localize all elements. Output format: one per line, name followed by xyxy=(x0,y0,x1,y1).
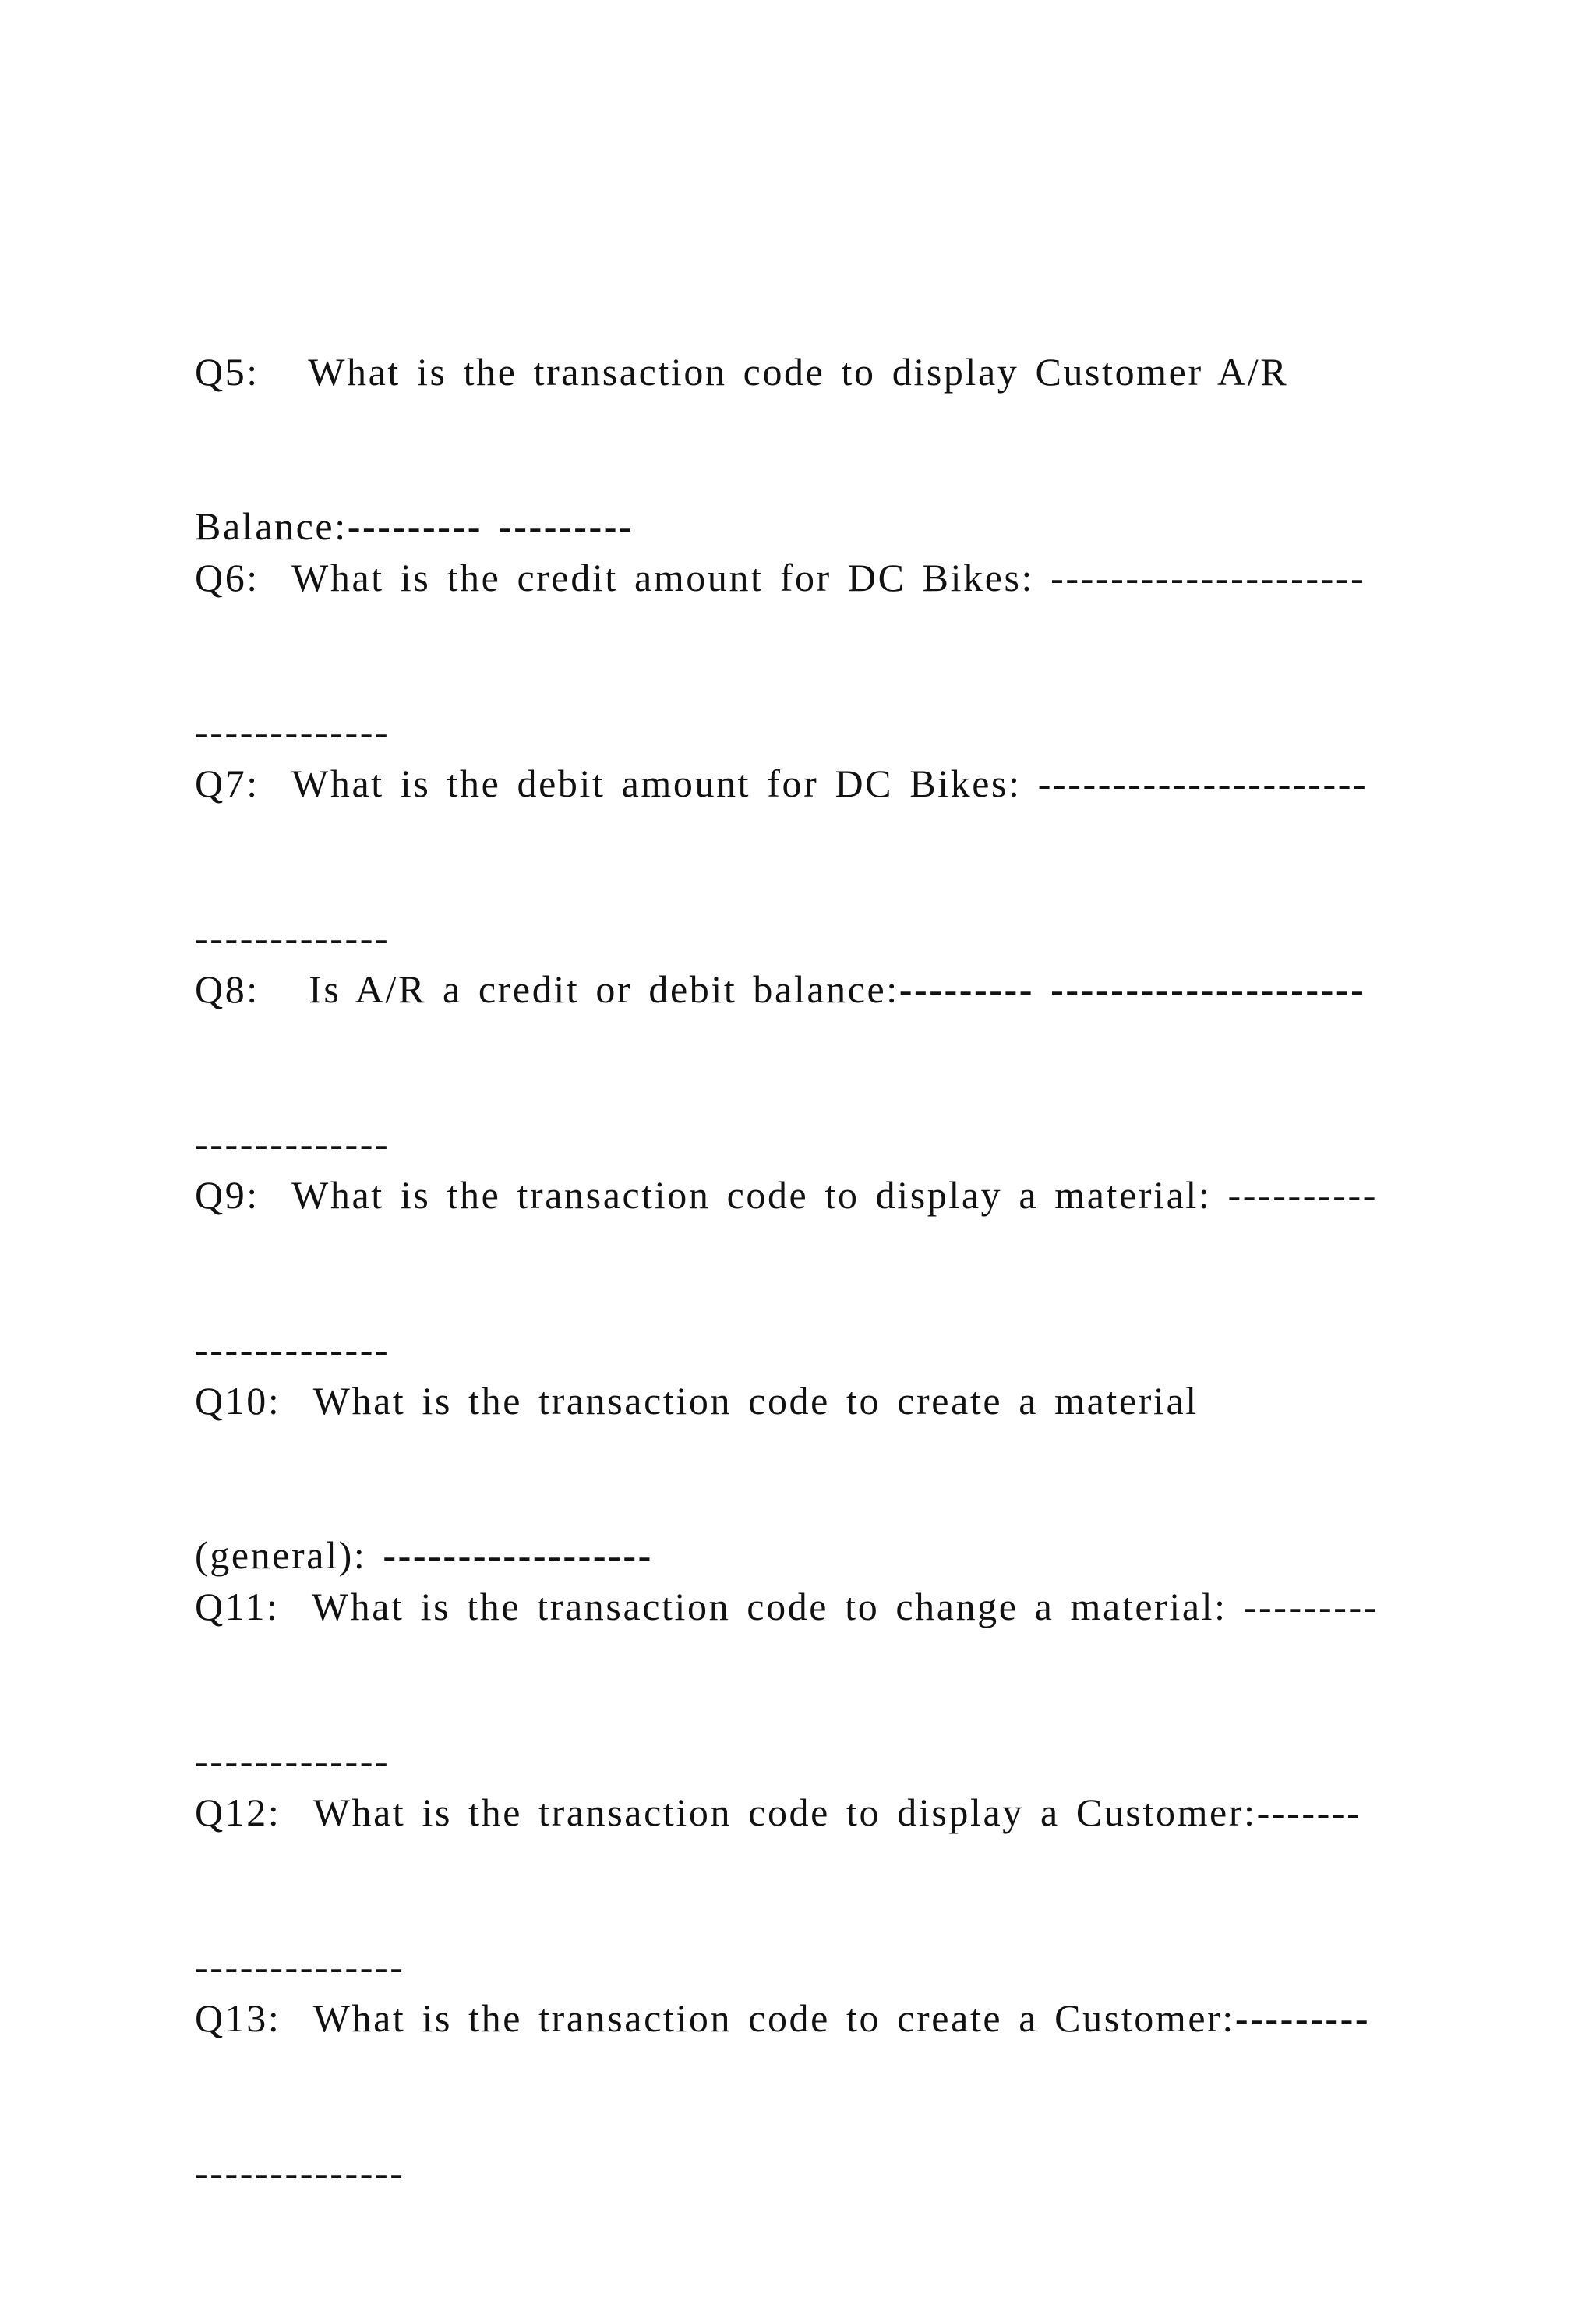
question-line: Q8: Is A/R a credit or debit balance:--------- --------------------- xyxy=(195,967,1366,1011)
answer-blank-line: (general): ------------------ xyxy=(195,1533,653,1577)
answer-blank-line: -------------- xyxy=(195,1945,405,1988)
question-line: Q9: What is the transaction code to display a material: ---------- xyxy=(195,1173,1378,1217)
answer-blank-line: ------------- xyxy=(195,1122,390,1165)
question-line: Q5: What is the transaction code to display Customer A/R xyxy=(195,350,1289,394)
answer-blank-line: ------------- xyxy=(195,1739,390,1783)
answer-blank-line: -------------- xyxy=(195,2151,405,2194)
answer-blank-line: ------------- xyxy=(195,710,390,754)
answer-blank-line: ------------- xyxy=(195,1327,390,1371)
question-line: Q7: What is the debit amount for DC Bikes: ---------------------- xyxy=(195,762,1368,805)
question-line: Q11: What is the transaction code to change a material: --------- xyxy=(195,1585,1379,1628)
question-line: Q6: What is the credit amount for DC Bikes: --------------------- xyxy=(195,556,1366,599)
answer-blank-line: Balance:--------- --------- xyxy=(195,504,634,548)
question-line: Q10: What is the transaction code to create a material xyxy=(195,1379,1199,1423)
question-line: Q13: What is the transaction code to create a Customer:--------- xyxy=(195,1996,1371,2040)
answer-blank-line: ------------- xyxy=(195,916,390,960)
question-q13 xyxy=(195,1889,1426,2301)
question-line: Q12: What is the transaction code to display a Customer:------- xyxy=(195,1790,1362,1834)
